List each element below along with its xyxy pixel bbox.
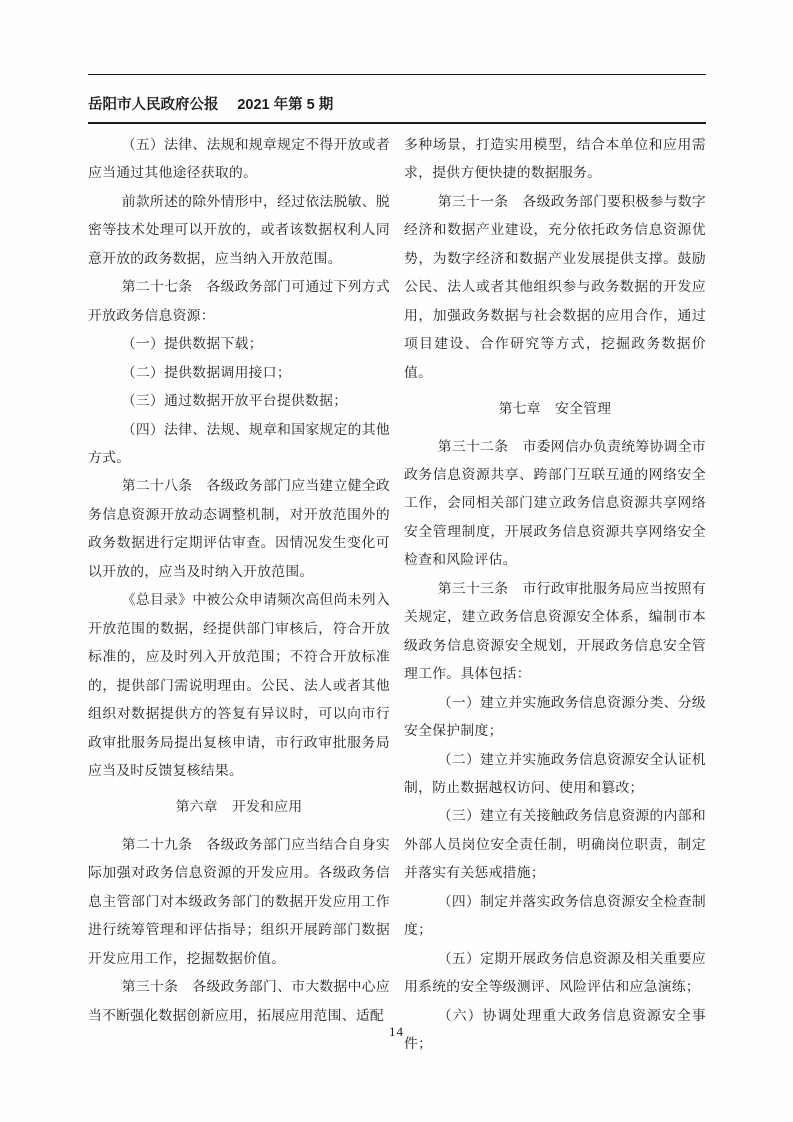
body-paragraph: 《总目录》中被公众申请频次高但尚未列入开放范围的数据，经提供部门审核后，符合开放标准的，应及时列入开放范围；不符合开放标准的，提供部门需说明理由。公民、法人或者其他组织对数据提供方的答复有异议时，可以向市行政审批服务局提出复核申请，市行政审批服务局应当及时反馈复核结果。 (88, 592, 390, 778)
gazette-title: 岳阳市人民政府公报 (88, 97, 219, 113)
body-paragraph: （三）通过数据开放平台提供数据； (121, 393, 348, 409)
body-paragraph: 第三十一条 各级政务部门要积极参与数字经济和数据产业建设，充分依托政务信息资源优势，为数字经济和数据产业发展提供支撑。鼓励公民、法人或者其他组织参与政务数据的开发应用，加强政务数据与社会数据的应用合作，通过项目建设、合作研究等方式，挖掘政务数据价值。 (404, 193, 706, 380)
body-paragraph: （五）定期开展政务信息资源及相关重要应用系统的安全等级测评、风险评估和应急演练； (404, 950, 706, 995)
body-paragraph: 前款所述的除外情形中，经过依法脱敏、脱密等技术处理可以开放的，或者该数据权利人同意开放的政务数据，应当纳入开放范围。 (88, 193, 390, 266)
body-paragraph: 第二十九条 各级政务部门应当结合自身实际加强对政务信息资源的开发应用。各级政务信息主管部门对本级政务部门的数据开发应用工作进行统筹管理和评估指导；组织开展跨部门数据开发应用工作，挖掘数据价值。 (88, 836, 390, 966)
body-paragraph: 多种场景，打造实用模型，结合本单位和应用需求，提供方便快捷的数据服务。 (404, 137, 706, 181)
page-footer (0, 1024, 793, 1040)
body-paragraph: 第二十七条 各级政务部门可通过下列方式开放政务信息资源： (88, 279, 390, 323)
body-paragraph: （一）提供数据下载； (121, 336, 263, 352)
chapter-heading: 第七章 安全管理 (498, 401, 612, 417)
issue-label: 2021 年第 5 期 (237, 97, 334, 113)
body-paragraph: 第三十条 各级政务部门、市大数据中心应当不断强化数据创新应用，拓展应用范围、适配 (88, 979, 390, 1023)
body-paragraph: （一）建立并实施政务信息资源分类、分级安全保护制度； (404, 694, 706, 739)
right-column (404, 131, 706, 1059)
page-number: 14 (389, 1024, 404, 1039)
body-paragraph: 第三十二条 市委网信办负责统筹协调全市政务信息资源共享、跨部门互联互通的网络安全工作，会同相关部门建立政务信息资源共享网络安全管理制度，开展政务信息资源共享网络安全检查和风险评估。 (404, 438, 706, 568)
body-paragraph: 第三十三条 市行政审批服务局应当按照有关规定，建立政务信息资源安全体系，编制市本级政务信息资源安全规划，开展政务信息安全管理工作。具体包括： (404, 580, 706, 682)
document-body (88, 131, 706, 1059)
body-paragraph: 第二十八条 各级政务部门应当建立健全政务信息资源开放动态调整机制，对开放范围外的政务数据进行定期评估审查。因情况发生变化可以开放的，应当及时纳入开放范围。 (88, 478, 390, 579)
body-paragraph: （四）制定并落实政务信息资源安全检查制度； (404, 893, 706, 938)
chapter-heading: 第六章 开发和应用 (175, 799, 303, 815)
body-paragraph: （二）提供数据调用接口； (121, 364, 291, 380)
body-paragraph: （五）法律、法规和规章规定不得开放或者应当通过其他途径获取的。 (88, 137, 390, 181)
page-header (88, 74, 706, 124)
body-paragraph: （六）协调处理重大政务信息资源安全事件； (404, 1007, 706, 1052)
body-paragraph: （三）建立有关接触政务信息资源的内部和外部人员岗位安全责任制，明确岗位职责，制定并落实有关惩戒措施； (404, 808, 706, 881)
body-paragraph: （二）建立并实施政务信息资源安全认证机制，防止数据越权访问、使用和篡改； (404, 751, 706, 795)
body-paragraph: （四）法律、法规、规章和国家规定的其他方式。 (88, 421, 390, 465)
left-column (88, 131, 390, 1059)
